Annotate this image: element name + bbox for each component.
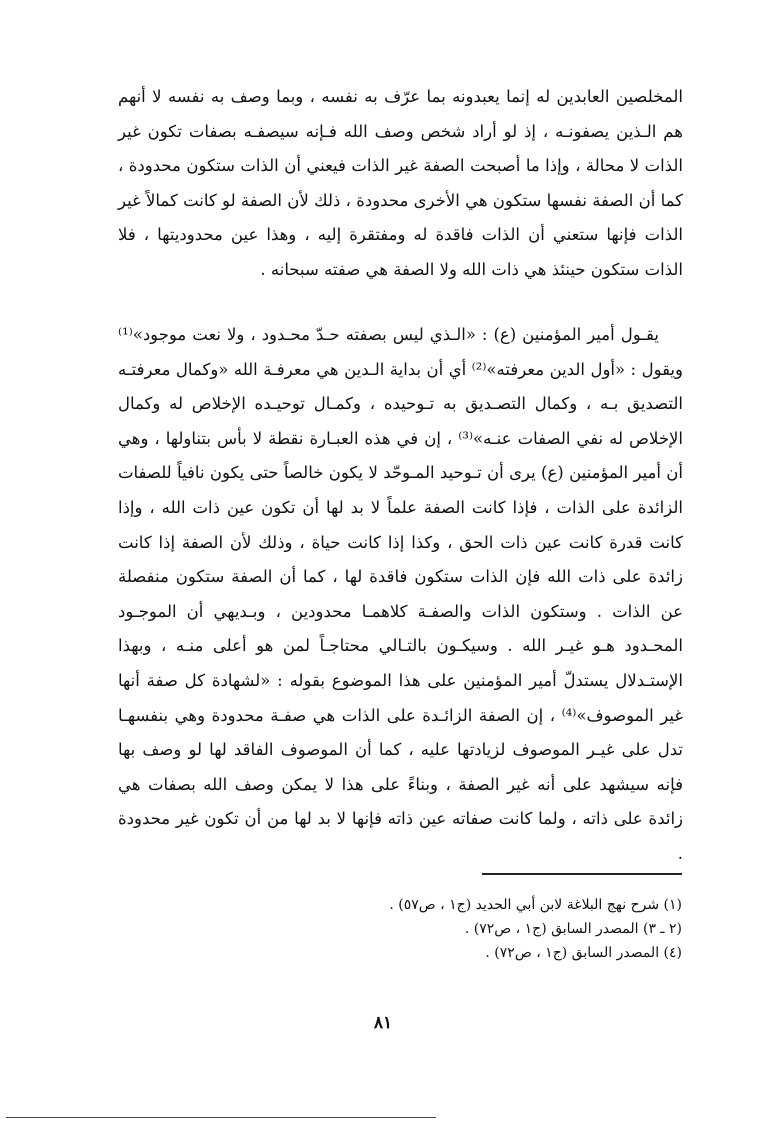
body-paragraph-1 <box>118 80 683 288</box>
footnote-2-3: (٢ ـ ٣) المصدر السابق (ج١ ، ص٧٢) . <box>464 921 682 937</box>
footnote-4: (٤) المصدر السابق (ج١ ، ص٧٢) . <box>485 945 682 961</box>
footnote-1: (١) شرح نهج البلاغة لابن أبي الحديد (ج١ ، ص٥٧) . <box>389 897 682 913</box>
paragraph-text: يقـول أمير المؤمنين (ع) : «الـذي ليس بصفته حـدّ محـدود ، ولا نعت موجود»⁽¹⁾ ويقول : «أول الدين معرفته»⁽²⁾ أي أن بداية الـدين هي معرفـة الله «وكمال معرفتـه التصديق بـه ، وكمال التصـديق به تـوحيده ، وكمـال توحيـده الإخلاص له وكمال الإخلاص له نفي الصفات عنـه»⁽³⁾ ، إن في هذه العبـارة نقطة لا بأس بتناولها ، وهي أن أمير المؤمنين (ع) يرى أن تـوحيد المـوحّد لا يكون خالصاً حتى يكون نافياً للصفات الزائدة على الذات ، فإذا كانت الصفة علماً لا بد لها أن تكون عين ذات الله ، وإذا كانت قدرة كانت عين ذات الحق ، وكذا إذا كانت حياة ، وذلك لأن الصفة إذا كانت زائدة على ذات الله فإن الذات ستكون فاقدة لها ، كما أن الصفة ستكون منفصلة عن الذات . وستكون الذات والصفـة كلاهمـا محدودين ، وبـديهي أن الموجـود المحـدود هـو غيـر الله . وسيكـون بالتـالي محتاجـاً لمن هو أعلى منـه ، وبهذا الإستـدلال يستدلّ أمير المؤمنين على هذا الموضوع بقوله : «لشهادة كل صفة أنها غير الموصوف»⁽⁴⁾ ، إن الصفة الزائـدة على الذات هي صفـة محدودة وهي بنفسهـا تدل على غيـر الموصوف لزيادتها عليه ، كما أن الموصوف الفاقد لها لو وصف بها فإنه سيشهد على أنه غير الصفة ، وبناءً على هذا لا يمكن وصف الله بصفات هي زائدة على ذاته ، ولما كانت صفاته عين ذاته فإنها لا بد لها من أن تكون غير محدودة . <box>118 325 684 863</box>
scan-edge-line <box>6 1117 436 1118</box>
body-paragraph-2 <box>118 318 683 872</box>
footnotes <box>300 893 682 965</box>
paragraph-text: المخلصين العابدين له إنما يعبدونه بما عرّف به نفسه ، وبما وصف به نفسه لا أنهم هم الـذين يصفونـه ، إذ لو أراد شخص وصف الله فـإنه سيصفـه بصفات تكون غير الذات لا محالة ، وإذا ما أصبحت الصفة غير الذات فيعني أن الذات ستكون محدودة ، كما أن الصفة نفسها ستكون هي الأخرى محدودة ، ذلك لأن الصفة لو كانت كمالاً غير الذات فإنها ستعني أن الذات فاقدة له ومفتقرة إليه ، وهذا عين محدوديتها ، فلا الذات ستكون حينئذ هي ذات الله ولا الصفة هي صفته سبحانه . <box>118 87 683 279</box>
footnote-divider <box>482 873 682 875</box>
page-number: ٨١ <box>373 1013 393 1033</box>
